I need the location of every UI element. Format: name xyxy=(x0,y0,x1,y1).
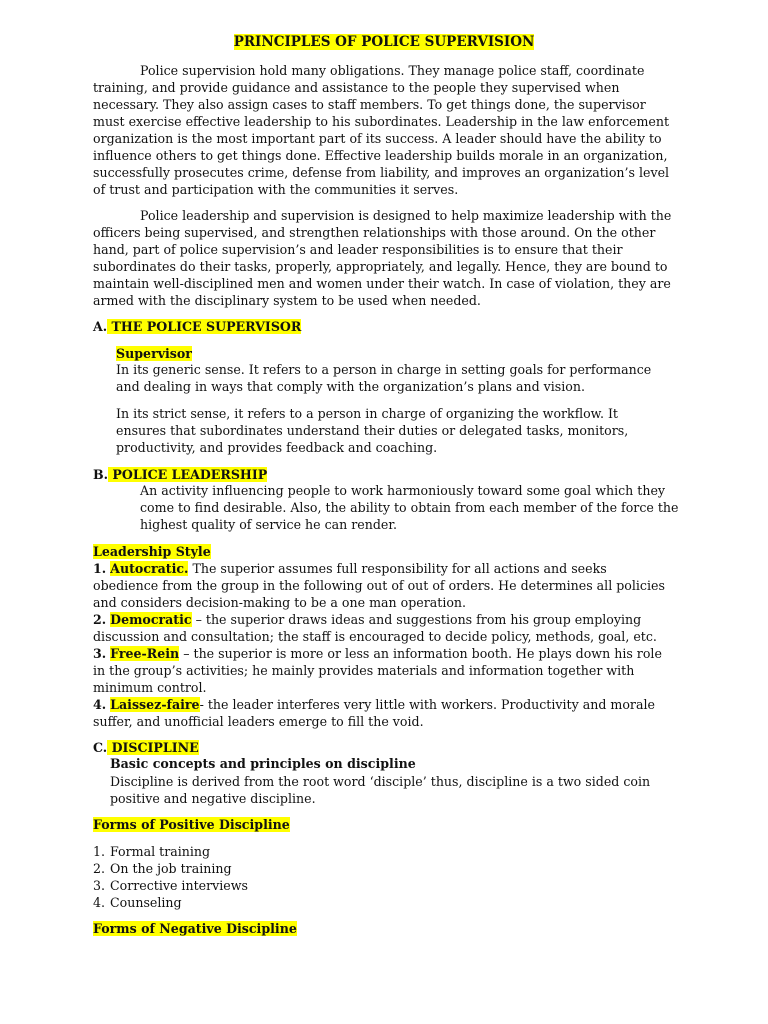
list-text: Formal training xyxy=(110,844,211,859)
title-text: PRINCIPLES OF POLICE SUPERVISION xyxy=(233,34,535,50)
section-b-heading xyxy=(93,466,267,483)
section-b-title: POLICE LEADERSHIP xyxy=(108,467,268,482)
list-text: Counseling xyxy=(110,895,182,910)
intro-paragraph-2-text: Police leadership and supervision is designed to help maximize leadership with the officers being supervised, and strengthen relationships with those around. On the other hand, part of police supervision’s and leader responsibilities is to ensure that their subordinates do their tasks, properly, appropriately, and legally. Hence, they are bound to maintain well-disciplined men and women under their watch. In case of violation, they are armed with the disciplinary system to be used when needed. xyxy=(93,208,672,308)
list-number: 2. xyxy=(93,861,106,876)
discipline-definition: Discipline is derived from the root word ‘disciple’ thus, discipline is a two sided coin positive and negative discipline. xyxy=(110,774,651,806)
negative-discipline-heading xyxy=(93,920,297,937)
list-item xyxy=(93,860,248,877)
positive-discipline-heading xyxy=(93,816,290,833)
style-description: – the superior draws ideas and suggestions from his group employing discussion and consultation; the staff is encouraged to decide policy, methods, goal, etc. xyxy=(93,612,657,644)
negative-discipline-heading-text: Forms of Negative Discipline xyxy=(93,921,297,936)
leadership-style-heading-text: Leadership Style xyxy=(93,544,211,559)
supervisor-term xyxy=(116,345,656,362)
leadership-style-item xyxy=(93,560,675,611)
section-c-letter: C. xyxy=(93,740,108,755)
leadership-style-item xyxy=(93,696,675,730)
leadership-style-item xyxy=(93,645,675,696)
list-item xyxy=(93,877,248,894)
discipline-subheading: Basic concepts and principles on discipline xyxy=(110,756,416,771)
leadership-style-heading xyxy=(93,543,211,560)
supervisor-strict-definition: In its strict sense, it refers to a person in charge of organizing the workflow. It ensures that subordinates understand their duties or delegated tasks, monitors, productivity, and provides feedback and coaching. xyxy=(116,406,629,455)
item-number: 3. xyxy=(93,646,107,661)
list-number: 3. xyxy=(93,878,106,893)
section-a-title: THE POLICE SUPERVISOR xyxy=(107,319,302,334)
style-description: – the superior is more or less an information booth. He plays down his role in the group’s activities; he mainly provides materials and information together with minimum control. xyxy=(93,646,662,695)
intro-paragraph-1-text: Police supervision hold many obligations. They manage police staff, coordinate training, and provide guidance and assistance to the people they supervised when necessary. They also assign cases to staff members. To get things done, the supervisor must exercise effective leadership to his subordinates. Leadership in the law enforcement organization is the most important part of its success. A leader should have the ability to influence others to get things done. Effective leadership builds morale in an organization, successfully prosecutes crime, defense from liability, and improves an organization’s level of trust and participation with the communities it serves. xyxy=(93,63,670,197)
supervisor-term-text: Supervisor xyxy=(116,346,192,361)
positive-discipline-list xyxy=(93,843,248,911)
list-number: 4. xyxy=(93,895,106,910)
list-item xyxy=(93,894,248,911)
item-number: 4. xyxy=(93,697,107,712)
list-number: 1. xyxy=(93,844,106,859)
section-c-title: DISCIPLINE xyxy=(107,740,199,755)
list-text: Corrective interviews xyxy=(110,878,248,893)
section-b-letter: B. xyxy=(93,467,109,482)
style-term: Laissez-faire xyxy=(110,697,200,712)
positive-discipline-heading-text: Forms of Positive Discipline xyxy=(93,817,290,832)
section-a-heading xyxy=(93,318,301,335)
item-number: 1. xyxy=(93,561,107,576)
style-term: Autocratic. xyxy=(110,561,189,576)
style-description: The superior assumes full responsibility for all actions and seeks obedience from the group in the following out of out of orders. He determines all policies and considers decision-making to be a one man operation. xyxy=(93,561,665,610)
leadership-style-item xyxy=(93,611,675,645)
intro-paragraph-1 xyxy=(93,62,675,198)
intro-paragraph-2 xyxy=(93,207,675,309)
leadership-definition: An activity influencing people to work harmoniously toward some goal which they come to find desirable. Also, the ability to obtain from each member of the force the highest quality of service he can render. xyxy=(140,483,679,532)
section-c-heading xyxy=(93,739,199,756)
item-number: 2. xyxy=(93,612,107,627)
list-text: On the job training xyxy=(110,861,232,876)
document-title xyxy=(0,33,768,51)
style-term: Democratic xyxy=(110,612,192,627)
style-description: - the leader interferes very little with workers. Productivity and morale suffer, and unofficial leaders emerge to fill the void. xyxy=(93,697,655,729)
style-term: Free-Rein xyxy=(110,646,180,661)
section-a-letter: A. xyxy=(93,319,108,334)
list-item xyxy=(93,843,248,860)
supervisor-generic-definition: In its generic sense. It refers to a person in charge in setting goals for performance and dealing in ways that comply with the organization’s plans and vision. xyxy=(116,362,652,394)
